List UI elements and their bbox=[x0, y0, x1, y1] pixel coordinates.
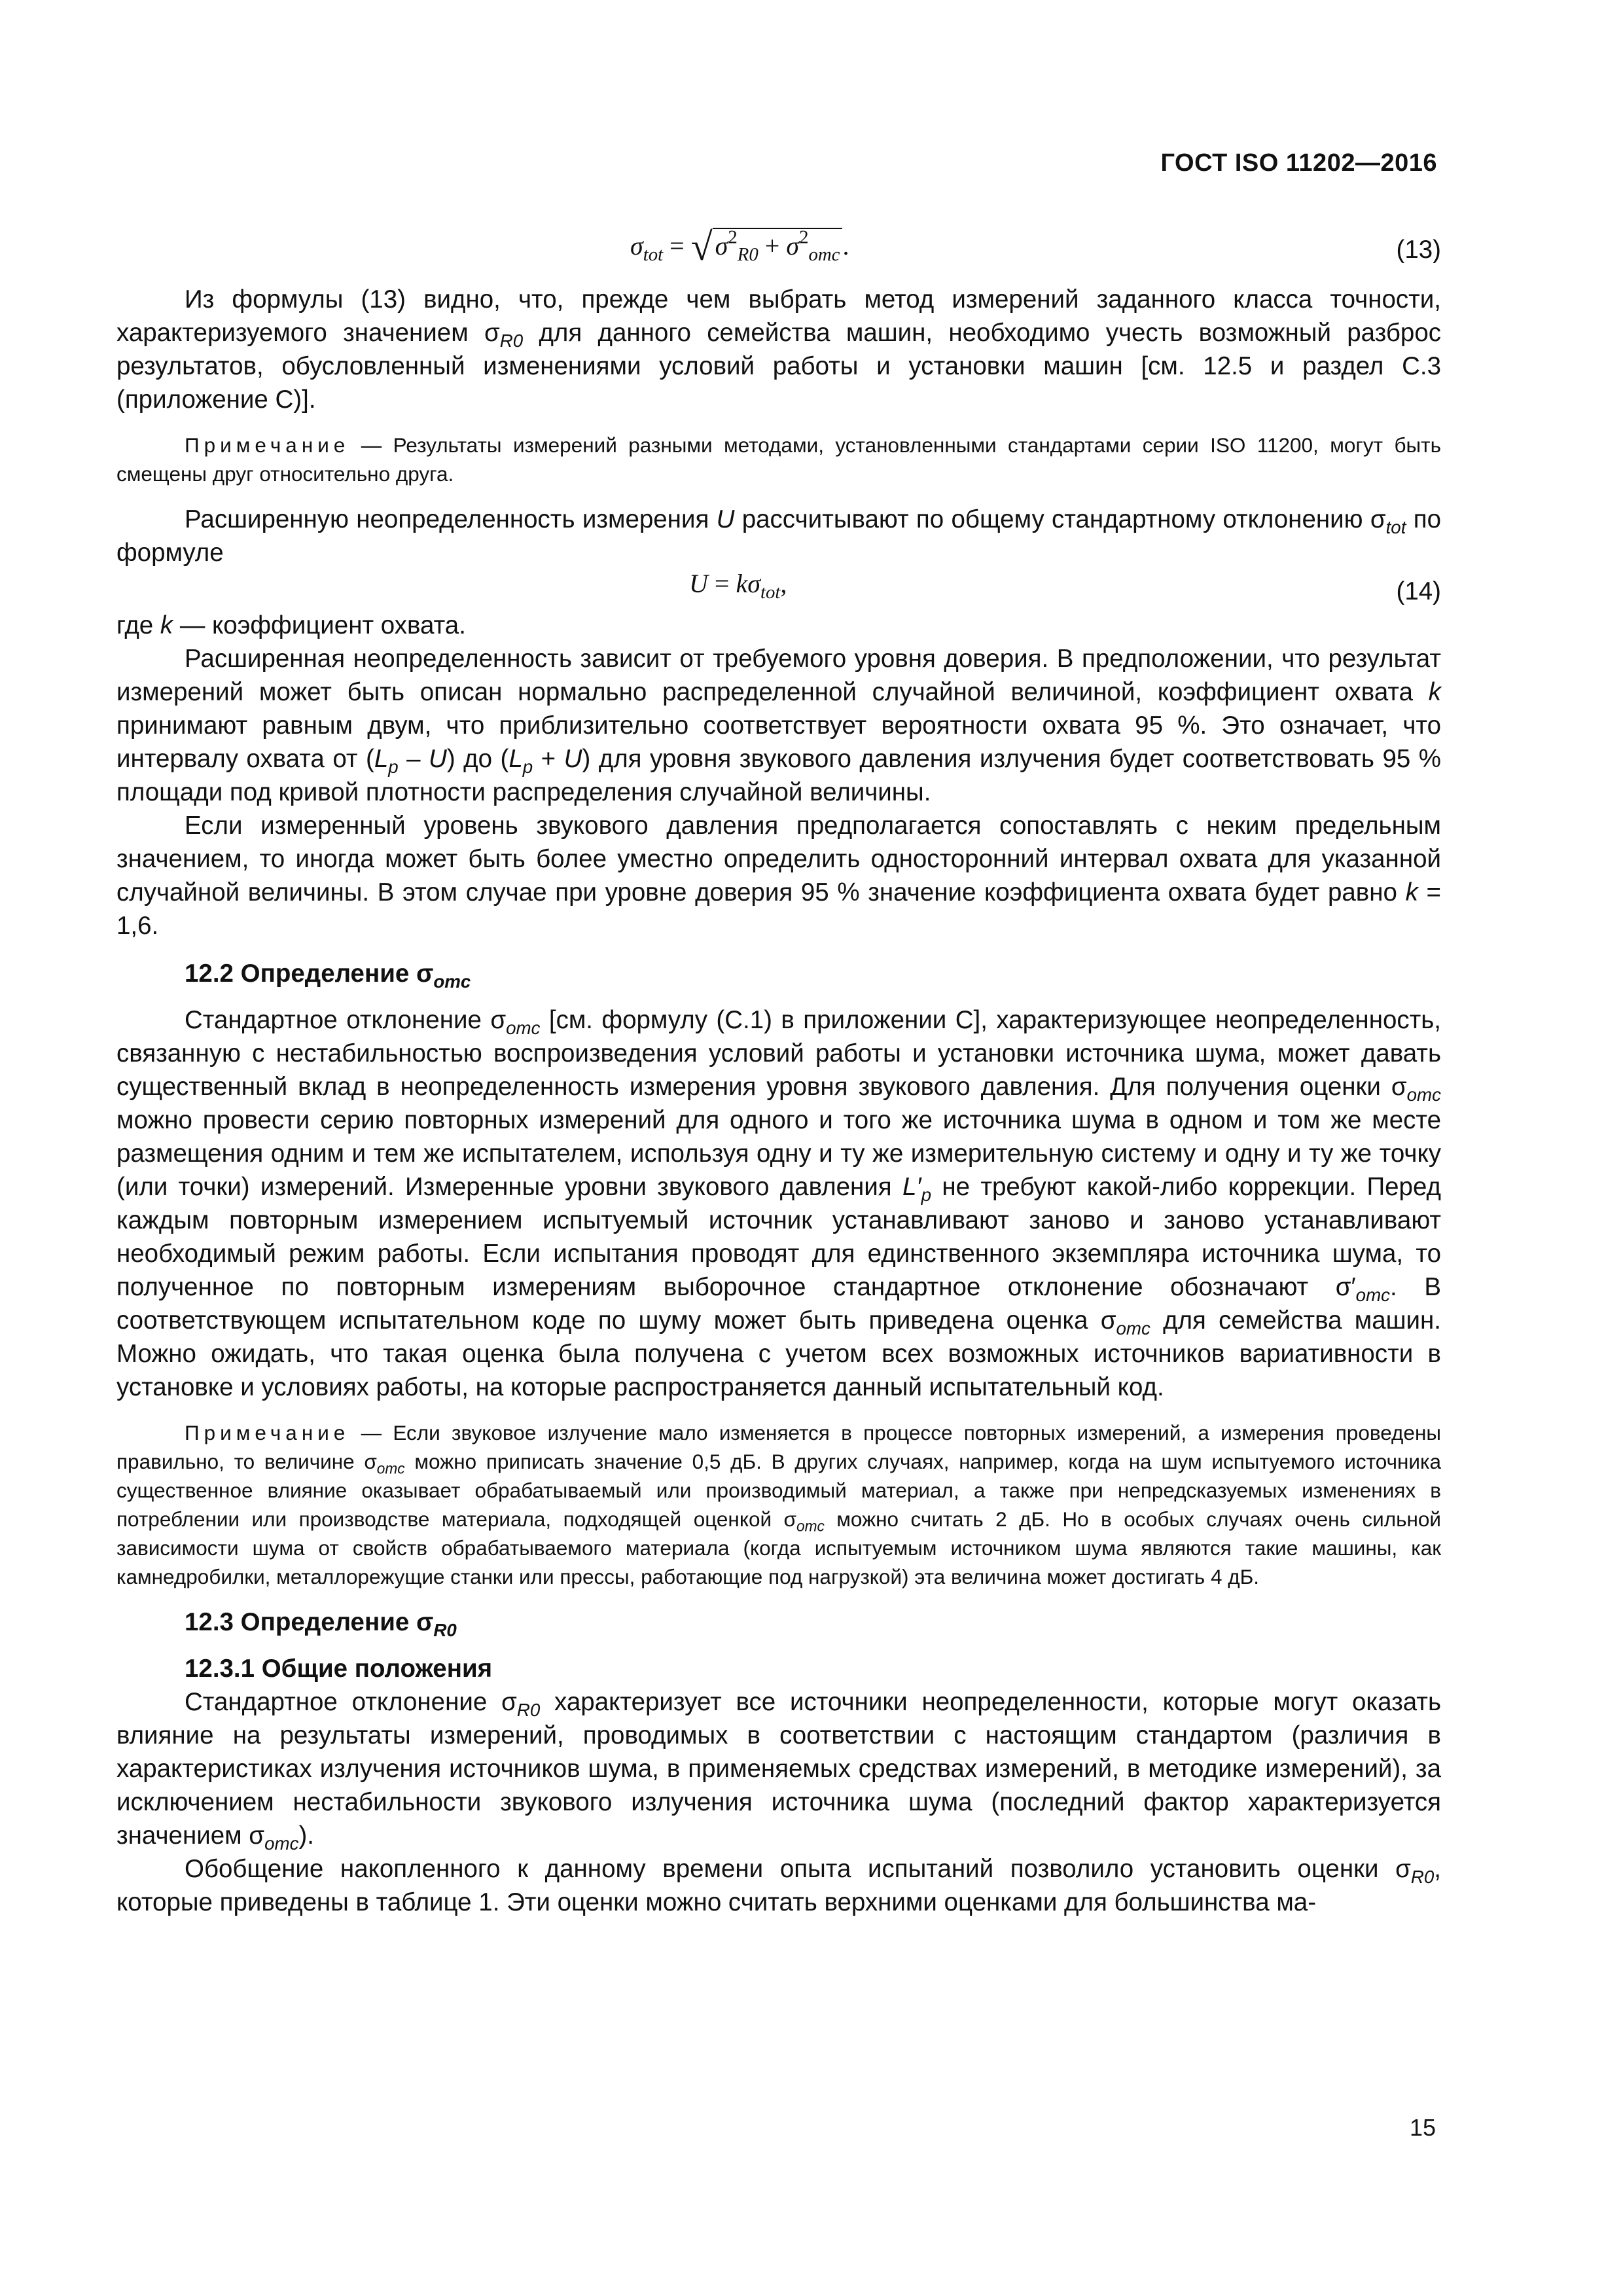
note-1: Примечание — Результаты измерений разными методами, установленными стандартами серии ISO 11200, могут быть смещены друг относительно друга. bbox=[116, 433, 1441, 486]
square-root: √ $\sigma^2_{R0} + \sigma^2_{omc}$ bbox=[691, 228, 843, 264]
formula-13-expression: $\sigma_{tot}$ = √ $\sigma^2_{R0} + \sigma^2_{omc}$ . bbox=[630, 225, 849, 268]
section-heading-12-2: 12.2 Определение $\sigma_{omc}$ bbox=[185, 960, 471, 992]
paragraph-r0-characterization: Стандартное отклонение $\sigma_{R0}$ характеризует все источники неопределенности, которые могут оказать влияние на результаты измерений, проводимых в соответствии с настоящим стандартом (различия в характеристиках излучения источников шума, в применяемых средствах измерений, в методике измерений), за исключением нестабильности звукового излучения источника шума (последний фактор характеризуется значением $\sigma_{omc}$). bbox=[116, 1688, 1441, 1854]
paragraph-r0-estimates: Обобщение накопленного к данному времени опыта испытаний позволило установить оценки $\sigma_{R0}$, которые приведены в таблице 1. Эти оценки можно считать верхними оценками для большинства ма- bbox=[116, 1855, 1441, 1916]
page-content bbox=[116, 225, 1441, 1919]
formula-13 bbox=[116, 225, 1441, 283]
paragraph-omc-definition: Стандартное отклонение $\sigma_{omc}$ [см. формулу (С.1) в приложении С], характеризующее неопределенность, связанную с нестабильностью воспроизведения условий работы и установки источника шума, может давать существенный вклад в неопределенность измерения уровня звукового давления. Для получения оценки $\sigma_{omc}$ можно провести серию повторных измерений для одного и того же источника шума в одном и том же месте размещения одним и тем же испытателем, используя одну и ту же измерительную систему и одну и ту же точку (или точки) измерений. Измеренные уровни звукового давления $L'_p$ не требуют какой-либо коррекции. Перед каждым повторным измерением испытуемый источник устанавливают заново и заново устанавливают необходимый режим работы. Если испытания проводят для единственного экземпляра источника шума, то полученное по повторным измерениям выборочное стандартное отклонение обозначают $\sigma'_{omc}$. В соответствующем испытательном коде по шуму может быть приведена оценка $\sigma_{omc}$ для семейства машин. Можно ожидать, что такая оценка была получена с учетом всех возможных источников вариативности в установке и условиях работы, на которые распространяется данный испытательный код. bbox=[116, 1006, 1441, 1401]
paragraph-expanded-uncertainty: Расширенную неопределенность измерения U рассчитывают по общему стандартному отклонению $\sigma_{tot}$ по формуле bbox=[116, 505, 1441, 567]
paragraph-one-sided-interval: Если измеренный уровень звукового давления предполагается сопоставлять с неким предельным значением, то иногда может быть более уместно определить односторонний интервал охвата для указанной случайной величины. В этом случае при уровне доверия 95 % значение коэффициента охвата будет равно k = 1,6. bbox=[116, 812, 1441, 940]
equation-number-13: (13) bbox=[1396, 236, 1441, 264]
formula-14-expression: $U = k\sigma_{tot}$, bbox=[689, 569, 787, 603]
note-2: Примечание — Если звуковое излучение мало изменяется в процессе повторных измерений, а измерения проведены правильно, то величине $\sigma_{omc}$ можно приписать значение 0,5 дБ. В других случаях, например, когда на шум испытуемого источника существенное влияние оказывает обрабатываемый или производимый материал, а также при непредсказуемых изменениях в потреблении или производстве материала, подходящей оценкой $\sigma_{omc}$ можно считать 2 дБ. Но в особых случаях очень сильной зависимости шума от свойств обрабатываемого материала (когда испытуемым источником шума являются такие машины, как камнедробилки, металлорежущие станки или прессы, работающие под нагрузкой) эта величина может достигать 4 дБ. bbox=[116, 1421, 1441, 1588]
paragraph-confidence-level: Расширенная неопределенность зависит от требуемого уровня доверия. В предположении, что результат измерений может быть описан нормально распределенной случайной величиной, коэффициент охвата k принимают равным двум, что приблизительно соответствует вероятности охвата 95 %. Это означает, что интервалу охвата от $(L_p - U)$ до $(L_p + U)$ для уровня звукового давления излучения будет соответствовать 95 % площади под кривой плотности распределения случайной величины. bbox=[116, 645, 1441, 806]
section-heading-12-3: 12.3 Определение $\sigma_{R0}$ bbox=[185, 1608, 457, 1640]
paragraph-where-k: где k — коэффициент охвата. bbox=[116, 611, 466, 639]
formula-14 bbox=[116, 569, 1441, 609]
paragraph-formula-13-discussion: Из формулы (13) видно, что, прежде чем выбрать метод измерений заданного класса точности, характеризуемого значением $\sigma_{R0}$ для данного семейства машин, необходимо учесть возможный разброс результатов, обусловленный изменениями условий работы и установки машин [см. 12.5 и раздел С.3 (приложение С)]. bbox=[116, 285, 1441, 414]
note-label: Примечание bbox=[185, 433, 350, 457]
standard-designation: ГОСТ ISO 11202—2016 bbox=[1160, 149, 1437, 177]
page-number: 15 bbox=[1409, 2114, 1436, 2141]
equation-number-14: (14) bbox=[1396, 577, 1441, 605]
section-heading-12-3-1: 12.3.1 Общие положения bbox=[185, 1655, 493, 1683]
note-label: Примечание bbox=[185, 1421, 350, 1444]
